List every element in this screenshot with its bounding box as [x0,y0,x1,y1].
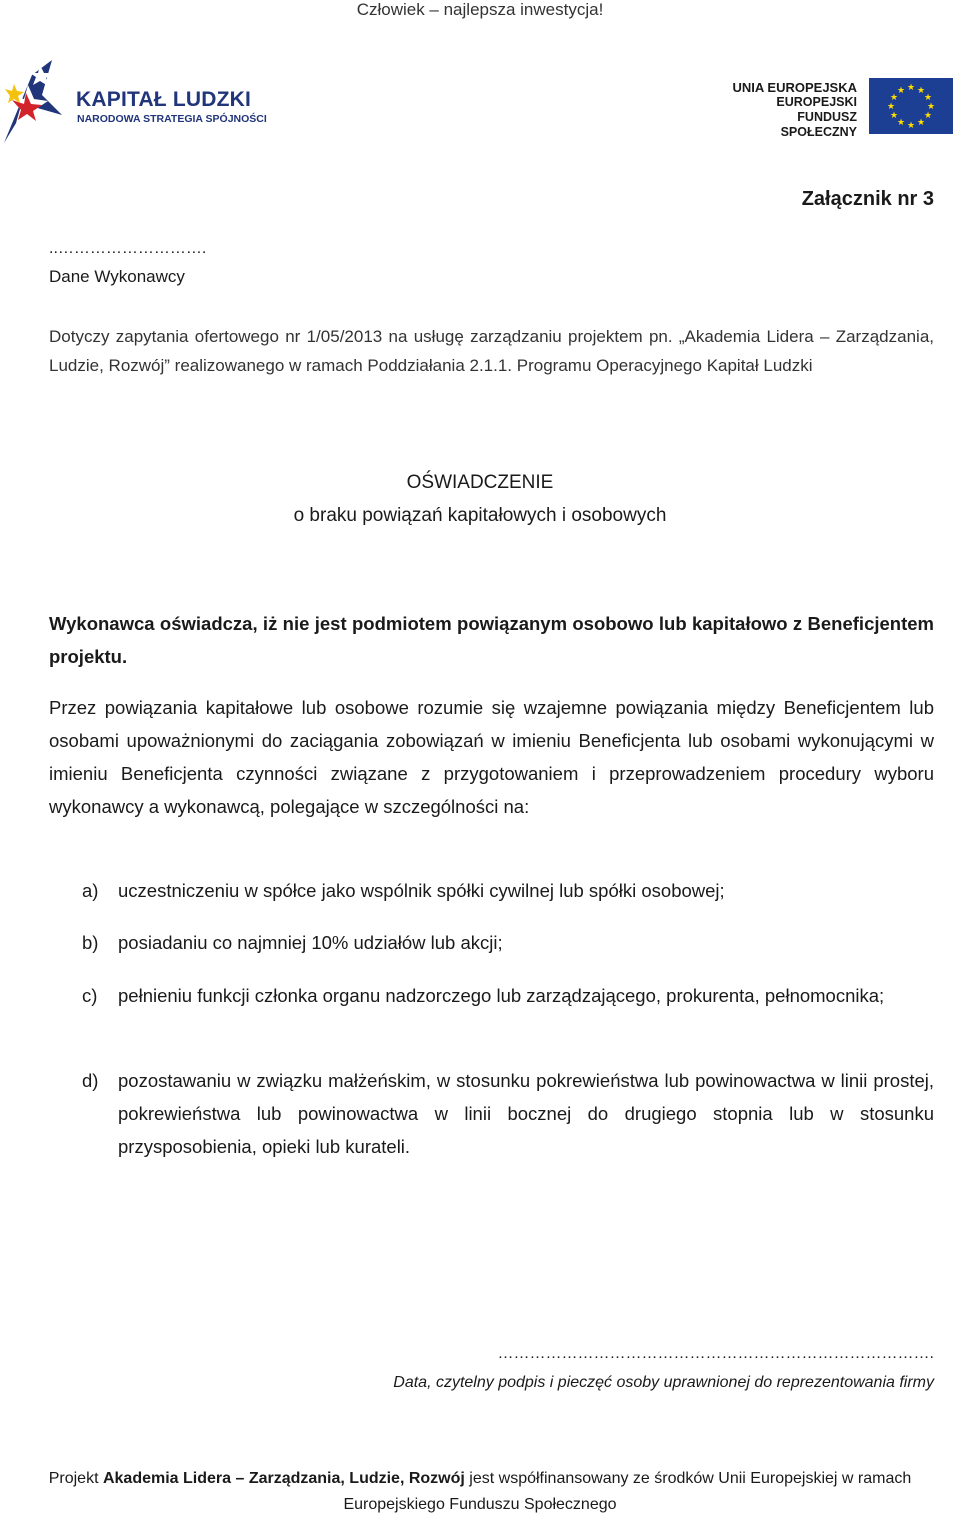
inquiry-reference: Dotyczy zapytania ofertowego nr 1/05/2013 na usługę zarządzaniu projektem pn. „Akademia Lidera – Zarządzania, Ludzie, Rozwój” realizowanego w ramach Poddziałania 2.1.1. Programu Operacyjnego Kapitał Ludzki [49,327,934,375]
eu-logo-text [730,80,857,140]
svg-text:★: ★ [916,86,926,96]
list-item-label: c) [82,985,98,1006]
footer-suffix: jest współfinansowany ze środków Unii Europejskiej w ramach Europejskiego Funduszu Społecznego [343,1470,912,1513]
kapital-ludzki-logo [2,55,272,145]
signature-line: ………………………………………………………………………. [497,1345,934,1362]
eu-logo-line1: UNIA EUROPEJSKA [732,80,857,95]
svg-text:★: ★ [896,86,906,96]
eu-flag-icon [869,78,953,134]
signature-caption: Data, czytelny podpis i pieczęć osoby uprawnionej do reprezentowania firmy [393,1374,934,1391]
svg-text:★: ★ [916,118,926,128]
header-slogan: Człowiek – najlepsza inwestycja! [356,0,604,19]
list-item [82,979,934,1012]
svg-text:★: ★ [906,121,916,131]
list-item-text: pozostawaniu w związku małżeńskim, w stosunku pokrewieństwa lub powinowactwa w linii prostej, pokrewieństwa lub powinowactwa w linii bocznej do drugiego stopnia lub w stosunku przysposobienia, opieki lub kurateli. [118,1070,934,1157]
kapital-ludzki-title: KAPITAŁ LUDZKI [76,88,252,111]
svg-text:★: ★ [896,118,906,128]
svg-text:★: ★ [923,111,933,121]
svg-text:★: ★ [906,83,916,93]
list-item-label: d) [82,1070,99,1091]
kapital-ludzki-emblem-icon [2,55,72,145]
document-subheading: o braku powiązań kapitałowych i osobowych [293,505,667,526]
list-item [82,1064,934,1163]
eu-logo-line3: FUNDUSZ SPOŁECZNY [780,110,857,139]
svg-text:★: ★ [923,93,933,103]
contractor-statement: Wykonawca oświadcza, iż nie jest podmiotem powiązanym osobowo lub kapitałowo z Beneficjentem projektu. [49,613,934,667]
list-item-text: pełnieniu funkcji członka organu nadzorczego lub zarządzającego, prokurenta, pełnomocnika; [118,985,885,1006]
kapital-ludzki-subtitle: NARODOWA STRATEGIA SPÓJNOŚCI [77,113,267,125]
svg-text:★: ★ [889,111,899,121]
annex-number: Załącznik nr 3 [801,188,934,210]
list-item [82,926,934,959]
footer-note [0,1466,960,1518]
eu-logo-line2: EUROPEJSKI [776,95,857,109]
footer-prefix: Projekt [48,1470,103,1487]
document-heading: OŚWIADCZENIE [406,472,554,493]
list-item-text: uczestniczeniu w spółce jako wspólnik spółki cywilnej lub spółki osobowej; [118,880,725,901]
list-item-text: posiadaniu co najmniej 10% udziałów lub akcji; [118,932,503,953]
list-item-label: b) [82,932,99,953]
svg-text:★: ★ [889,93,899,103]
contractor-data-placeholder: ..………………………. [49,240,207,257]
svg-text:★: ★ [886,102,896,112]
list-item-label: a) [82,880,99,901]
contractor-data-label: Dane Wykonawcy [49,267,185,286]
footer-project-name: Akademia Lidera – Zarządzania, Ludzie, Rozwój [102,1470,465,1487]
eu-logo [730,78,955,139]
svg-text:★: ★ [926,102,936,112]
relations-definition: Przez powiązania kapitałowe lub osobowe rozumie się wzajemne powiązania między Beneficjentem lub osobami upoważnionymi do zaciągania zobowiązań w imieniu Beneficjenta lub osobami wykonującymi w imieniu Beneficjenta czynności związane z przygotowaniem i przeprowadzeniem procedury wyboru wykonawcy a wykonawcą, polegające w szczególności na: [49,697,934,817]
list-item [82,874,934,907]
